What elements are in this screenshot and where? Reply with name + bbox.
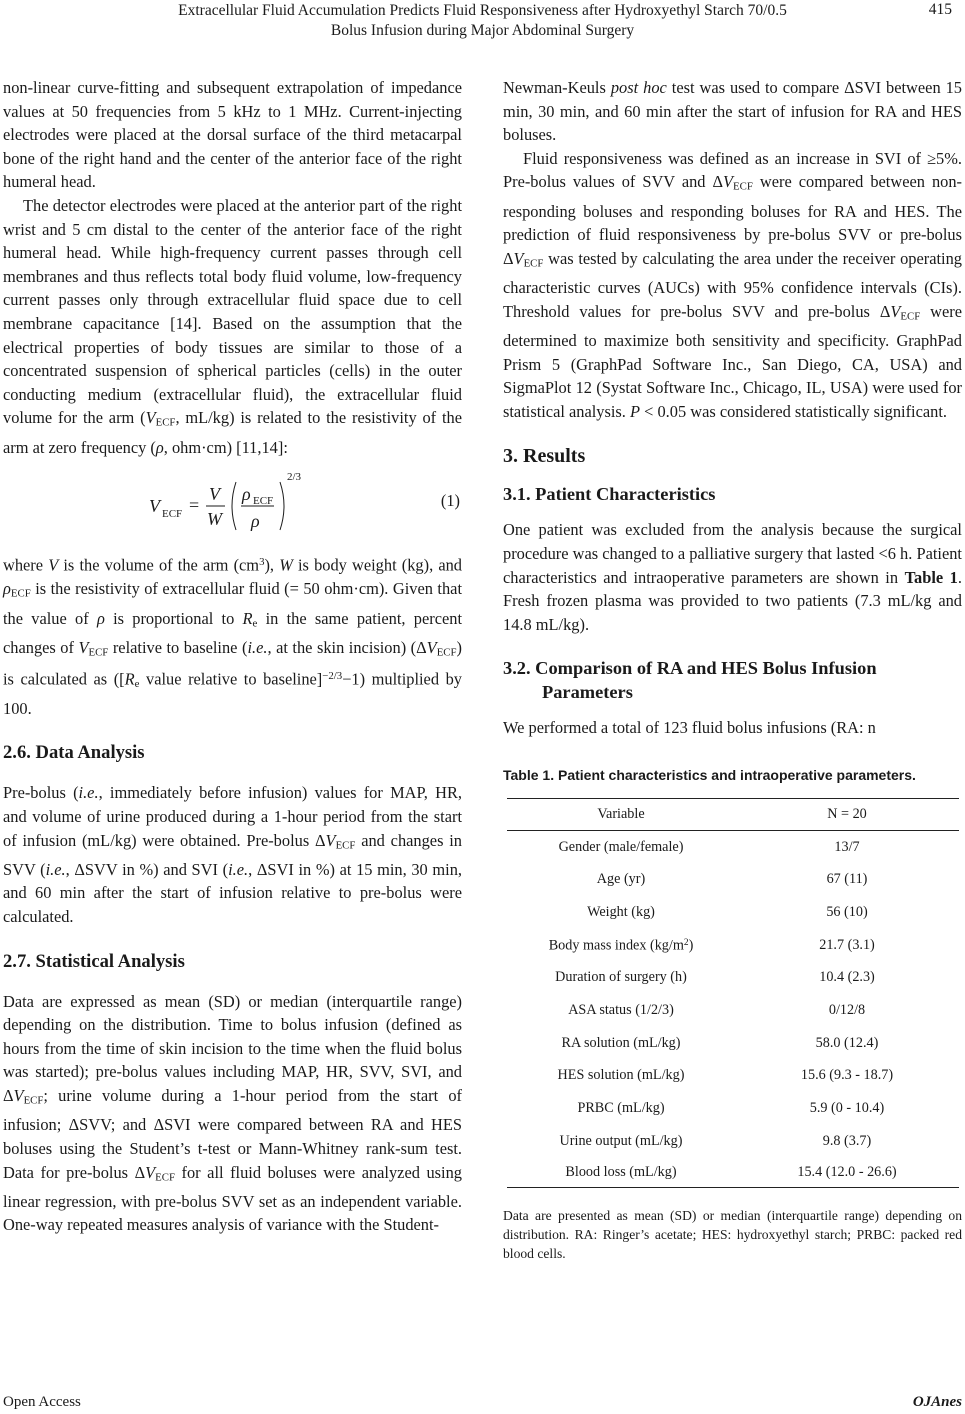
table-row [507,1060,959,1093]
table-cell: 13/7 [834,838,860,855]
subsection-heading: 3.2. Comparison of RA and HES Bolus Infusion Parameters [503,658,877,703]
table-cell: Body mass index $(kg/m^2)$ [548,937,694,954]
table-row [507,831,959,864]
eq-v: V [209,484,220,505]
column-header-variable: Variable [507,799,735,831]
subsection-heading: 3.1. Patient Characteristics [503,484,716,505]
equation-number: (1) [440,491,460,511]
section-heading: 2.7. Statistical Analysis [3,950,185,972]
table-row [507,1158,959,1188]
running-head [0,1,965,41]
table-row [507,1092,959,1125]
eq-rho-ecf: ρ [242,484,251,505]
paragraph: Pre-bolus (i.e., immediately before infusion) values for MAP, HR, and volume of urine produced during a 1-hour period from the start of infusion (mL/kg) were obtained. Pre-bolus $\Delta V_{ECF}$ and changes in SVV (i.e., ΔSVV in %) and SVI (i.e., ΔSVI in %) at 15 min, 30 min, and 60 min after the start of infusion relative to pre-bolus were calculated. [3,783,463,927]
paragraph: Data are expressed as mean (SD) or median (interquartile range) depending on the distribution. Time to bolus infusion (defined as hours from the time of skin incision to the time when the fluid bolus was started); pre-bolus values including MAP, HR, SVV, SVI, and $\Delta V_{ECF}$; urine volume during a 1-hour period from the start of infusion; ΔSVV; and ΔSVI were compared between RA and HES boluses using the Student’s t-test or Mann-Whitney rank-sum test. Data for pre-bolus $\Delta V_{ECF}$ for all fluid boluses were analyzed using linear regression, with pre-bolus SVV set as an independent variable. One-way repeated measures analysis of variance with the Student- [3,991,462,1235]
footer-open-access: Open Access [3,1394,81,1410]
paragraph: Newman-Keuls post hoc test was used to compare ΔSVI between 15 min, 30 min, and 60 min after the start of infusion for RA and HES boluses. [503,78,962,145]
equation-1 [3,467,462,543]
table-cell: 0/12/8 [828,1001,866,1018]
table-cell: RA solution (mL/kg) [561,1034,681,1051]
table-row [507,896,959,929]
table-row [507,1125,959,1158]
table-header-row [507,799,959,831]
table-cell: Urine output (mL/kg) [559,1132,683,1149]
equation-graphic [143,467,313,543]
footer-journal-name: OJAnes [912,1394,962,1410]
table-cell: 21.7 (3.1) [819,936,875,953]
table-cell: Gender (male/female) [558,838,684,855]
page-number: 415 [928,1,952,18]
section-heading: 2.6. Data Analysis [3,742,145,764]
left-column [3,76,462,1237]
table-caption: Table 1. Patient characteristics and intraoperative parameters. [503,766,916,783]
table-cell: 9.8 (3.7) [822,1132,872,1149]
running-head-line-2: Bolus Infusion during Major Abdominal Surgery [330,22,635,39]
table-row [507,962,959,995]
paragraph: Fluid responsiveness was defined as an increase in SVI of ≥5%. Pre-bolus values of SVV and $\Delta V_{ECF}$ were compared between non-responding boluses and responding boluses for RA and HES. The prediction of fluid responsiveness by pre-bolus SVV or pre-bolus $\Delta V_{ECF}$ was tested by calculating the area under the receiver operating characteristic curves (AUCs) with 95% confidence intervals (CIs). Threshold values for pre-bolus SVV and pre-bolus $\Delta V_{ECF}$ were determined to maximize both sensitivity and specificity. GraphPad Prism 5 (GraphPad Software Inc., San Diego, CA, USA) and SigmaPlot 12 (Systat Software Inc., Chicago, IL, USA) were used for statistical analysis. P < 0.05 was considered statistically significant. [503,148,962,421]
paragraph: The detector electrodes were placed at the anterior part of the right wrist and 5 cm distal to the center of the anterior face of the right humeral head. While high-frequency current passes through cell membranes and thus reflects total body fluid volume, low-frequency current passes only through extracellular fluid space due to cell membrane capacitance [14]. Based on the assumption that the electrical properties of body tissues are similar to those of a concentrated suspension of spherical particles (cells) in the outer conducting medium (extracellular fluid), the extracellular fluid volume for the arm ($V_{ECF}$, mL/kg) is related to the resistivity of the arm at zero frequency (ρ, ohm·cm) [11,14]: [3,195,462,457]
table-cell: 15.6 (9.3 - 18.7) [800,1067,894,1084]
eq-rho-sub: ECF [253,495,274,508]
eq-exponent: 2/3 [287,471,302,484]
patient-characteristics-table [507,798,959,1188]
eq-equals: = [189,495,200,516]
table-row [507,864,959,897]
table-cell: 5.9 (0 - 10.4) [809,1100,885,1117]
table-cell: ASA status (1/2/3) [568,1001,674,1018]
paragraph: One patient was excluded from the analysis because the surgical procedure was changed to a palliative surgery that lasted <6 h. Patient characteristics and intraoperative parameters are shown in Table 1. Fresh frozen plasma was provided to two patients (7.3 mL/kg and 14.8 mL/kg). [503,520,962,634]
table-cell: 67 (11) [826,871,868,888]
paragraph: We performed a total of 123 fluid bolus infusions (RA: n [503,718,876,738]
table-cell: 58.0 (12.4) [815,1034,879,1051]
eq-rho: ρ [251,511,260,532]
table-cell: 10.4 (2.3) [819,969,875,986]
table-cell: Duration of surgery (h) [555,969,687,986]
table-row [507,994,959,1027]
table-row [507,929,959,962]
right-column [503,76,962,1263]
eq-w: W [207,509,222,530]
column-header-value: N = 20 [735,799,959,831]
section-heading: 3. Results [503,445,586,468]
table-cell: Age (yr) [596,871,646,888]
eq-ecf-sub: ECF [162,508,183,521]
table-cell: HES solution (mL/kg) [557,1067,685,1084]
table-cell: Weight (kg) [587,903,655,920]
eq-v-ecf: V [149,496,160,517]
table-cell: Blood loss (mL/kg) [507,1158,735,1188]
table-cell: 15.4 (12.0 - 26.6) [735,1158,959,1188]
running-head-line-1: Extracellular Fluid Accumulation Predicts Fluid Responsiveness after Hydroxyethyl Starch 70/0.5 [178,2,787,19]
table-footnote: Data are presented as mean (SD) or median (interquartile range) depending on distribution. RA: Ringer’s acetate; HES: hydroxyethyl starch; PRBC: packed red blood cells. [503,1208,962,1262]
paragraph: where V is the volume of the arm $(cm^3)$, W is body weight (kg), and $\rho_{ECF}$ is the resistivity of extracellular fluid (= 50 ohm·cm). Given that the value of ρ is proportional to $R_e$ in the same patient, percent changes of $V_{ECF}$ relative to baseline (i.e., at the skin incision) $(\Delta V_{ECF})$ is calculated as ([$R_e$ value relative to baseline]$^{-2/3}$−1) multiplied by 100. [3,555,463,718]
paragraph: non-linear curve-fitting and subsequent extrapolation of impedance values at 50 frequencies from 5 kHz to 1 MHz. Current-injecting electrodes were placed at the dorsal surface of the third metacarpal bone of the right hand and the center of the anterior face of the right humeral head. [3,78,462,192]
table-cell: PRBC (mL/kg) [577,1100,665,1117]
table-cell: 56 (10) [826,903,868,920]
table-row [507,1027,959,1060]
